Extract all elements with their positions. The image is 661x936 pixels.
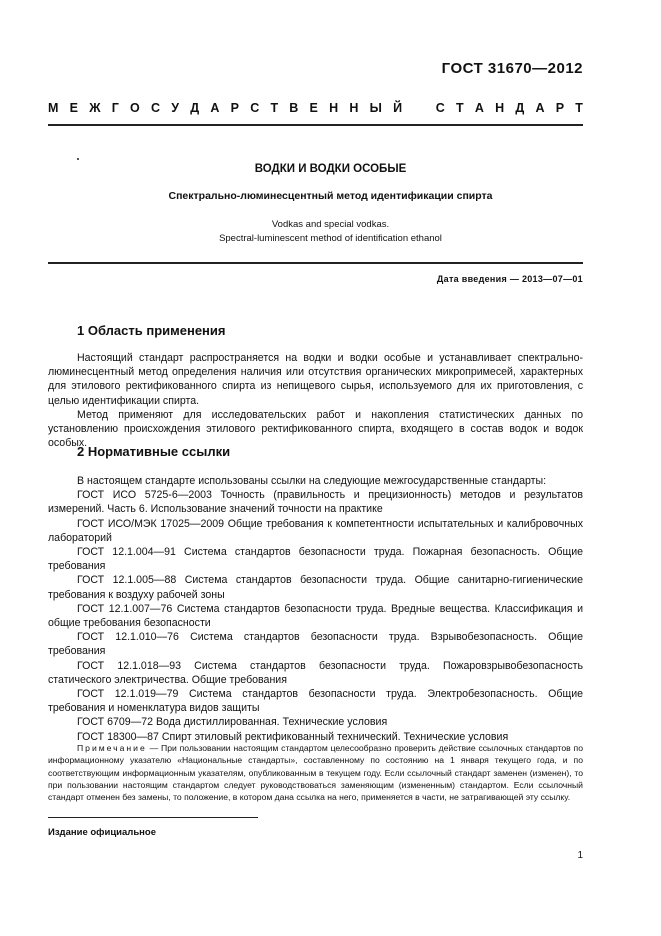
interstate-letter: Е [309, 101, 318, 115]
note-paragraph [48, 742, 583, 803]
page-number: 1 [577, 850, 583, 861]
interstate-letter: А [535, 101, 545, 115]
section-1-heading: 1 Область применения [77, 323, 226, 338]
note-label: Примечание [77, 743, 147, 753]
interstate-letter: Н [329, 101, 339, 115]
interstate-letter: Р [230, 101, 239, 115]
interstate-letter: Д [515, 101, 525, 115]
references-intro: В настоящем стандарте использованы ссылки на следующие межгосударственные стандарты: [77, 475, 547, 487]
interstate-letter: С [435, 101, 445, 115]
interstate-standard-heading [48, 101, 583, 115]
interstate-letter: С [250, 101, 260, 115]
reference-item: ГОСТ ИСО 5725-6—2003 Точность (правильность и прецизионность) методов и результатов измерений. Часть 6. Использование значений точности на практике [48, 489, 583, 516]
interstate-letter: Т [455, 101, 464, 115]
interstate-letter: Н [349, 101, 359, 115]
english-title-line-2: Spectral-luminescent method of identification ethanol [219, 233, 442, 244]
interstate-letter: Г [111, 101, 119, 115]
gost-number: ГОСТ 31670—2012 [441, 60, 583, 77]
title-divider [48, 262, 583, 264]
interstate-letter: Д [190, 101, 200, 115]
interstate-letter: Ы [369, 101, 382, 115]
english-title [0, 218, 661, 246]
document-subtitle: Спектрально-люминесцентный метод идентификации спирта [168, 190, 493, 202]
english-title-line-1: Vodkas and special vodkas. [271, 219, 390, 230]
section-1-paragraph: Настоящий стандарт распространяется на водки и водки особые и устанавливает спектрально-люминесцентный метод определения наличия или отсутствия органических микропримесей, характерных для этилового ректификованного спирта из непищевого сырья, используемого для их приготовления, с целью идентификации спирта. [48, 352, 583, 407]
note-text: — При пользовании настоящим стандартом целесообразно проверить действие ссылочных стандартов по информационному указателю «Национальные стандарты», составленному по состоянию на 1 января текущего года, и по соответствующим информационным указателям, опубликованным в текущем году. Если ссылочный стандарт заменен (изменен), то при пользовании настоящим стандартом следует руководствоваться заменяющим (измененным) стандартом. Если ссылочный стандарт отменен без замены, то положение, в котором дана ссылка на него, применяется в части, не затрагивающей эту ссылку. [48, 743, 583, 803]
interstate-letter: Н [495, 101, 505, 115]
note-block [48, 742, 583, 803]
interstate-letter: Е [69, 101, 78, 115]
interstate-letter: Т [270, 101, 279, 115]
footer-divider [48, 817, 258, 818]
section-1-body [48, 351, 583, 450]
document-title: ВОДКИ И ВОДКИ ОСОБЫЕ [254, 163, 407, 175]
interstate-letter: А [210, 101, 220, 115]
interstate-letter: М [48, 101, 59, 115]
interstate-letter: Й [393, 101, 403, 115]
introduction-date: Дата введения — 2013—07—01 [436, 274, 583, 284]
top-divider [48, 124, 583, 126]
reference-item: ГОСТ 6709—72 Вода дистиллированная. Технические условия [77, 716, 388, 729]
reference-item: ГОСТ ИСО/МЭК 17025—2009 Общие требования к компетентности испытательных и калибровочных лабораторий [48, 517, 583, 544]
reference-item: ГОСТ 12.1.010—76 Система стандартов безопасности труда. Взрывобезопасность. Общие требования [48, 631, 583, 658]
interstate-letter: Ж [89, 101, 101, 115]
section-2-heading: 2 Нормативные ссылки [77, 444, 231, 459]
interstate-letter: В [289, 101, 299, 115]
interstate-letter: Т [575, 101, 583, 115]
official-edition-label: Издание официальное [48, 827, 156, 838]
reference-item: ГОСТ 12.1.007—76 Система стандартов безопасности труда. Вредные вещества. Классификация и общие требования безопасности [48, 602, 583, 630]
reference-item: ГОСТ 12.1.019—79 Система стандартов безопасности труда. Электробезопасность. Общие требования и номенклатура видов защиты [48, 688, 583, 715]
interstate-letter: О [130, 101, 140, 115]
section-2-body [48, 474, 583, 744]
reference-item: ГОСТ 12.1.005—88 Система стандартов безопасности труда. Общие санитарно-гигиенические требования к воздуху рабочей зоны [48, 574, 583, 601]
section-1-paragraph: Метод применяют для исследовательских работ и накопления статистических данных по установлению происхождения этилового ректификованного спирта, входящего в состав водок и водок особых. [48, 408, 583, 450]
reference-item: ГОСТ 18300—87 Спирт этиловый ректификованный технический. Технические условия [77, 730, 509, 743]
reference-item: ГОСТ 12.1.004—91 Система стандартов безопасности труда. Пожарная безопасность. Общие требования [48, 546, 583, 573]
interstate-letter: А [474, 101, 484, 115]
interstate-letter: У [171, 101, 180, 115]
interstate-letter: Р [555, 101, 565, 115]
reference-item: ГОСТ 12.1.018—93 Система стандартов безопасности труда. Пожаровзрывобезопасность статического электричества. Общие требования [48, 659, 583, 686]
speck [77, 158, 79, 160]
interstate-letter: С [151, 101, 161, 115]
